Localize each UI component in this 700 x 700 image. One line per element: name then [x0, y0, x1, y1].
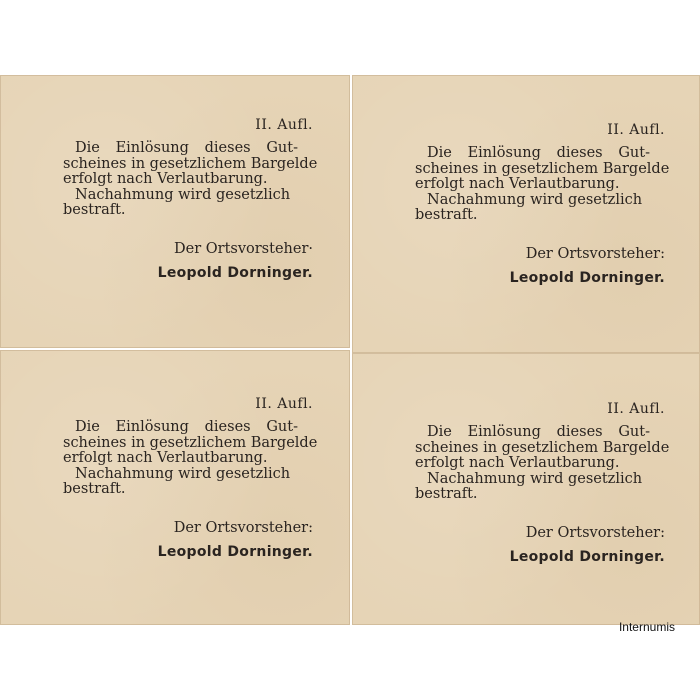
signature-title: Der Ortsvorsteher· [174, 241, 313, 257]
text-line: scheines in gesetzlichem Bargelde [63, 434, 318, 451]
signature-title: Der Ortsvorsteher: [173, 520, 313, 536]
redemption-text [63, 140, 318, 219]
edition-label: II. Aufl. [255, 117, 313, 133]
signature-title: Der Ortsvorsteher: [525, 246, 665, 262]
edition-label: II. Aufl. [607, 401, 665, 417]
text-line: erfolgt nach Verlautbarung. [415, 455, 620, 471]
redemption-text [415, 424, 670, 503]
redemption-text [415, 145, 670, 224]
text-line: erfolgt nach Verlautbarung. [63, 171, 268, 187]
text-line: erfolgt nach Verlautbarung. [415, 176, 620, 192]
text-line: Nachahmung wird gesetzlich [75, 465, 291, 482]
text-line: scheines in gesetzlichem Bargelde [415, 439, 670, 456]
text-line: Die Einlösung dieses Gut- [427, 145, 650, 161]
redemption-text [63, 419, 318, 498]
text-line: bestraft. [63, 481, 126, 497]
text-line: Die Einlösung dieses Gut- [75, 140, 298, 156]
signature-name: Leopold Dorninger. [157, 265, 313, 281]
text-line: scheines in gesetzlichem Bargelde [415, 160, 670, 177]
edition-label: II. Aufl. [255, 396, 313, 412]
text-line: scheines in gesetzlichem Bargelde [63, 155, 318, 172]
text-line: bestraft. [415, 486, 478, 502]
edition-label: II. Aufl. [607, 122, 665, 138]
text-line: Nachahmung wird gesetzlich [75, 186, 291, 203]
text-line: Nachahmung wird gesetzlich [427, 470, 643, 487]
signature-name: Leopold Dorninger. [157, 544, 313, 560]
text-line: Die Einlösung dieses Gut- [75, 419, 298, 435]
text-line: Die Einlösung dieses Gut- [427, 424, 650, 440]
signature-name: Leopold Dorninger. [509, 270, 665, 286]
text-line: Nachahmung wird gesetzlich [427, 191, 643, 208]
text-line: erfolgt nach Verlautbarung. [63, 450, 268, 466]
text-line: bestraft. [63, 202, 126, 218]
text-line: bestraft. [415, 207, 478, 223]
signature-title: Der Ortsvorsteher: [525, 525, 665, 541]
watermark-text: Internumis [618, 620, 675, 634]
signature-name: Leopold Dorninger. [509, 549, 665, 565]
